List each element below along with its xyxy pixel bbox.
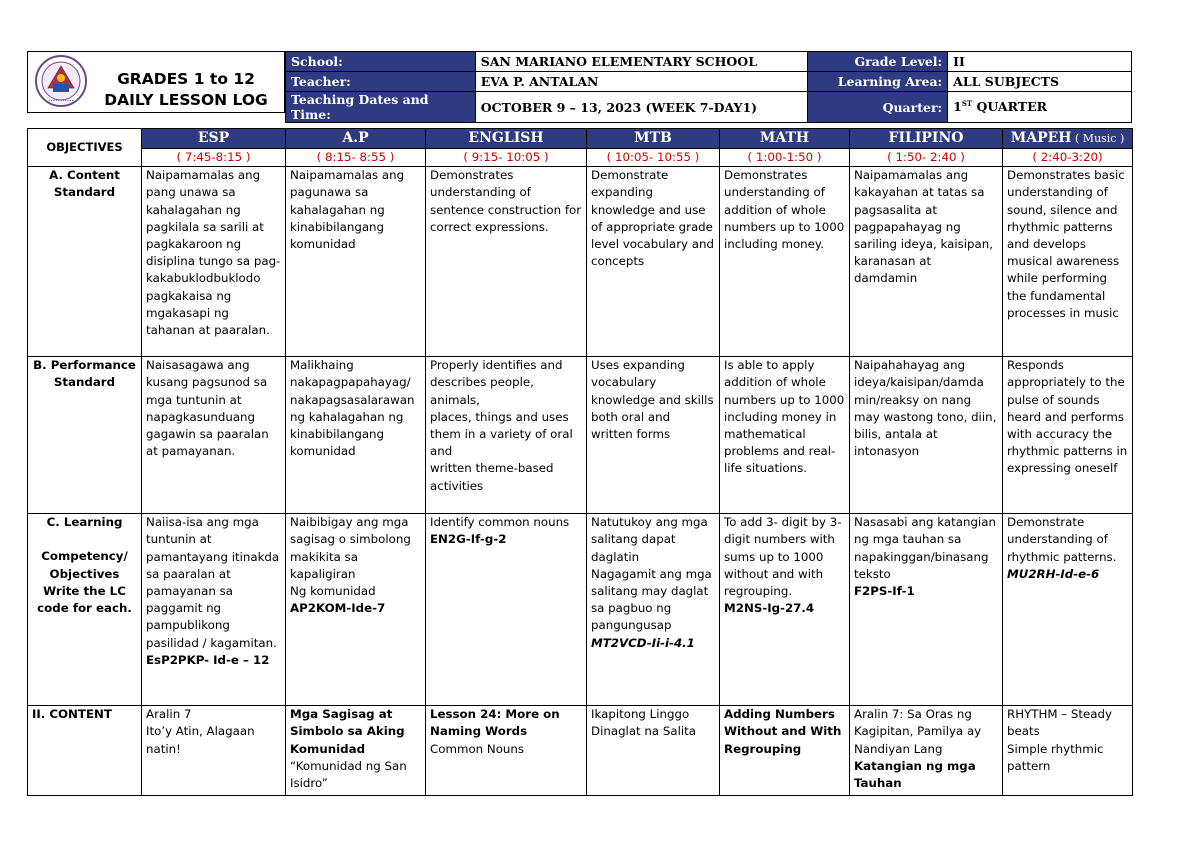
subject-mapeh <box>1003 129 1133 149</box>
content-english-title: Lesson 24: More on Naming Words <box>430 707 560 739</box>
header-title-box <box>27 51 285 113</box>
subject-mapeh-name: MAPEH <box>1010 129 1072 146</box>
content-filipino-title: Aralin 7: Sa Oras ng Kagipitan, Pamilya ay Nandiyan Lang <box>854 707 982 756</box>
quarter-suffix: ST <box>961 99 973 109</box>
dates-label: Teaching Dates and Time: <box>286 92 476 123</box>
competency-label <box>28 514 142 706</box>
competency-mapeh-code: MU2RH-Id-e-6 <box>1007 566 1100 581</box>
page-title <box>86 69 286 111</box>
lesson-table <box>27 128 1133 796</box>
title-line-2: DAILY LESSON LOG <box>104 91 268 109</box>
performance-standard-ap: Malikhaing nakapagpapahayag/ nakapagsasalarawan ng kahalagahan ng kinabibilangang komunidad <box>286 357 426 514</box>
competency-filipino-text: Nasasabi ang katangian ng mga tauhan sa napakinggan/binasang teksto <box>854 515 996 581</box>
content-ap <box>286 706 426 796</box>
content-mtb: Ikapitong Linggo Dinaglat na Salita <box>587 706 720 796</box>
content-row <box>28 706 1133 796</box>
competency-mtb <box>587 514 720 706</box>
content-standard-filipino: Naipamamalas ang kakayahan at tatas sa pagsasalita at pagpapahayag ng sariling ideya, kaisipan, karanasan at damdamin <box>850 167 1003 357</box>
school-value: SAN MARIANO ELEMENTARY SCHOOL <box>475 52 808 72</box>
area-value: ALL SUBJECTS <box>948 72 1132 92</box>
area-label: Learning Area: <box>808 72 948 92</box>
time-mapeh: ( 2:40-3:20) <box>1003 149 1133 167</box>
time-esp: ( 7:45-8:15 ) <box>142 149 286 167</box>
competency-mtb-code: MT2VCD-Ii-i-4.1 <box>591 635 695 650</box>
deped-seal-icon <box>34 54 88 108</box>
time-mtb: ( 10:05- 10:55 ) <box>587 149 720 167</box>
time-english: ( 9:15- 10:05 ) <box>426 149 587 167</box>
content-mapeh: RHYTHM – Steady beats Simple rhythmic pattern <box>1003 706 1133 796</box>
competency-ap-text: Naibibigay ang mga sagisag o simbolong makikita sa kapaligiran Ng komunidad <box>290 515 411 599</box>
content-ap-sub: “Komunidad ng San Isidro” <box>290 758 407 791</box>
competency-filipino-code: F2PS-If-1 <box>854 584 915 599</box>
content-ap-title: Mga Sagisag at Simbolo sa Aking Komunidad <box>290 707 405 756</box>
dates-value: OCTOBER 9 – 13, 2023 (WEEK 7-DAY1) <box>475 92 808 123</box>
performance-standard-label: B. Performance Standard <box>28 357 142 514</box>
content-standard-mtb: Demonstrate expanding knowledge and use of appropriate grade level vocabulary and concepts <box>587 167 720 357</box>
competency-esp-code: EsP2PKP- Id-e – 12 <box>146 652 270 667</box>
content-english-sub: Common Nouns <box>430 741 525 756</box>
header-info-table <box>285 51 1132 123</box>
competency-math <box>720 514 850 706</box>
competency-english <box>426 514 587 706</box>
content-math: Adding Numbers Without and With Regrouping <box>720 706 850 796</box>
competency-ap-code: AP2KOM-Ide-7 <box>290 601 386 616</box>
time-filipino: ( 1:50- 2:40 ) <box>850 149 1003 167</box>
content-label: II. CONTENT <box>28 706 142 796</box>
title-line-1: GRADES 1 to 12 <box>117 70 255 88</box>
subject-filipino: FILIPINO <box>850 129 1003 149</box>
competency-mtb-text: Natutukoy ang mga salitang dapat daglatin Nagagamit ang mga salitang may daglat sa pagbuo ng pangungusap <box>591 515 712 633</box>
content-english <box>426 706 587 796</box>
performance-standard-english: Properly identifies and describes people, animals, places, things and uses them in a variety of oral and written theme-based activities <box>426 357 587 514</box>
competency-esp-text: Naiisa-isa ang mga tuntunin at pamantayang itinakda sa paaralan at pamayanan sa paggamit ng pampublikong pasilidad / kagamitan. <box>146 515 280 650</box>
subject-math: MATH <box>720 129 850 149</box>
subject-ap: A.P <box>286 129 426 149</box>
quarter-value <box>948 92 1132 123</box>
competency-ap <box>286 514 426 706</box>
subject-header-row <box>28 129 1133 149</box>
content-esp: Aralin 7 Ito’y Atin, Alagaan natin! <box>142 706 286 796</box>
content-standard-math: Demonstrates understanding of addition of whole numbers up to 1000 including money. <box>720 167 850 357</box>
competency-mapeh-text: Demonstrate understanding of rhythmic patterns. <box>1007 515 1117 564</box>
subject-mtb: MTB <box>587 129 720 149</box>
competency-esp <box>142 514 286 706</box>
content-standard-esp: Naipamamalas ang pang unawa sa kahalagahan ng pagkilala sa sarili at pagkakaroon ng disiplina tungo sa pag- kakabuklodbuklodo pagkakaisa ng mgakasapi ng tahanan at paaralan. <box>142 167 286 357</box>
objectives-header: OBJECTIVES <box>28 129 142 167</box>
time-row <box>28 149 1133 167</box>
quarter-word: QUARTER <box>972 99 1047 115</box>
performance-standard-mtb: Uses expanding vocabulary knowledge and skills both oral and written forms <box>587 357 720 514</box>
grade-label: Grade Level: <box>808 52 948 72</box>
teacher-label: Teacher: <box>286 72 476 92</box>
content-standard-english: Demonstrates understanding of sentence construction for correct expressions. <box>426 167 587 357</box>
competency-mapeh <box>1003 514 1133 706</box>
competency-filipino <box>850 514 1003 706</box>
content-filipino <box>850 706 1003 796</box>
performance-standard-filipino: Naipahahayag ang ideya/kaisipan/damda min/reaksy on nang may wastong tono, diin, bilis, antala at intonasyon <box>850 357 1003 514</box>
teacher-value: EVA P. ANTALAN <box>475 72 808 92</box>
content-standard-mapeh: Demonstrates basic understanding of sound, silence and rhythmic patterns and develops musical awareness while performing the fundamental processes in music <box>1003 167 1133 357</box>
header-row-school <box>286 52 1132 72</box>
competency-math-code: M2NS-Ig-27.4 <box>724 601 815 616</box>
competency-english-text: Identify common nouns <box>430 515 570 530</box>
header-row-dates <box>286 92 1132 123</box>
competency-math-text: To add 3- digit by 3- digit numbers with sums up to 1000 without and with regrouping. <box>724 515 842 599</box>
competency-label-sub: Competency/ Objectives Write the LC code for each. <box>37 549 132 616</box>
svg-text:•••••••••••: ••••••••••• <box>48 98 74 103</box>
subject-english: ENGLISH <box>426 129 587 149</box>
time-math: ( 1:00-1:50 ) <box>720 149 850 167</box>
content-standard-ap: Naipamamalas ang pagunawa sa kahalagahan ng kinabibilangang komunidad <box>286 167 426 357</box>
subject-esp: ESP <box>142 129 286 149</box>
content-standard-label: A. Content Standard <box>28 167 142 357</box>
competency-row <box>28 514 1133 706</box>
time-ap: ( 8:15- 8:55 ) <box>286 149 426 167</box>
school-label: School: <box>286 52 476 72</box>
subject-mapeh-extra: ( Music ) <box>1071 131 1125 145</box>
header-row-teacher <box>286 72 1132 92</box>
competency-label-title: C. Learning <box>46 515 123 530</box>
performance-standard-row <box>28 357 1133 514</box>
content-standard-row <box>28 167 1133 357</box>
quarter-label: Quarter: <box>808 92 948 123</box>
performance-standard-esp: Naisasagawa ang kusang pagsunod sa mga tuntunin at napagkasunduang gagawin sa paaralan at pamayanan. <box>142 357 286 514</box>
competency-english-code: EN2G-If-g-2 <box>430 532 507 547</box>
performance-standard-math: Is able to apply addition of whole numbers up to 1000 including money in mathematical problems and real-life situations. <box>720 357 850 514</box>
performance-standard-mapeh: Responds appropriately to the pulse of sounds heard and performs with accuracy the rhythmic patterns in expressing oneself <box>1003 357 1133 514</box>
grade-value: II <box>948 52 1132 72</box>
quarter-number: 1 <box>953 99 962 115</box>
content-filipino-sub: Katangian ng mga Tauhan <box>854 758 976 791</box>
